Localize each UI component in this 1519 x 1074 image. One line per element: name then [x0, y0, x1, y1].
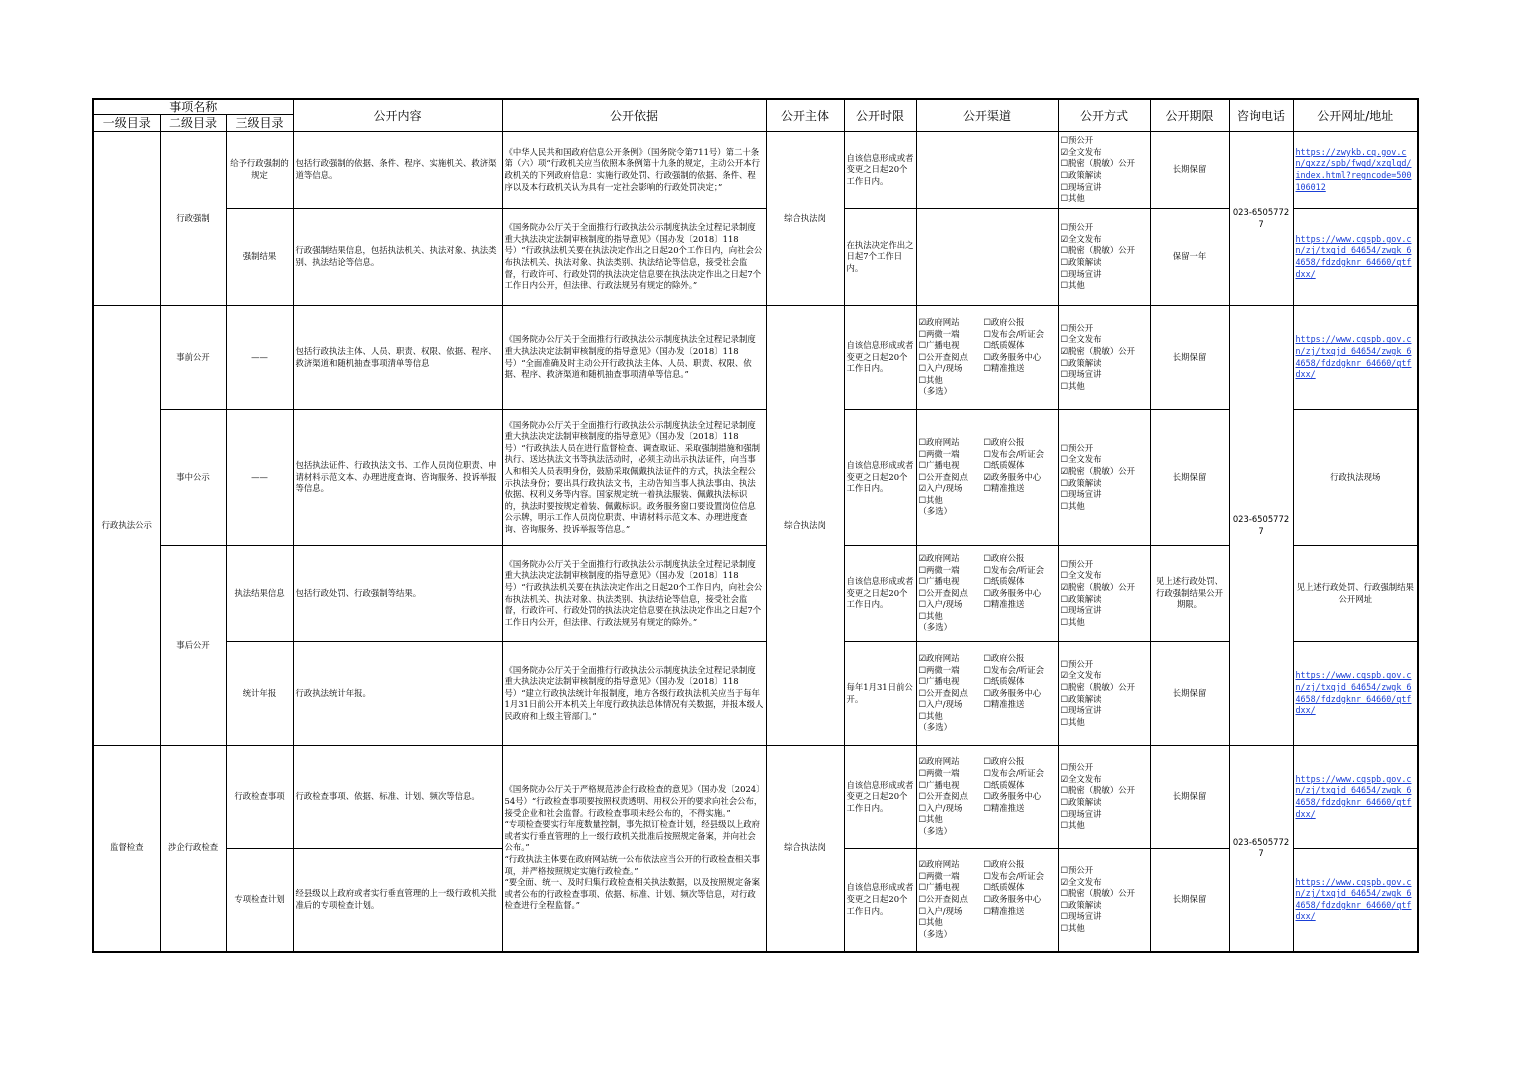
channel-option[interactable]: ☐其他: [918, 494, 943, 505]
channel-option[interactable]: ☐广播电视: [918, 576, 960, 587]
level2-header: 二级目录: [160, 115, 226, 132]
channel-option[interactable]: ☐政务服务中心: [983, 587, 1042, 598]
channel-option[interactable]: ☐精准推送: [983, 905, 1025, 916]
method-option[interactable]: ☑全文发布: [1060, 670, 1102, 681]
method-cell: [1058, 746, 1150, 849]
table-row: [93, 306, 1418, 410]
subject-cell: 综合执法岗: [766, 132, 844, 306]
method-option[interactable]: ☐脱密（脱敏）公开: [1060, 888, 1136, 899]
method-option[interactable]: ☐现场宣讲: [1060, 705, 1102, 716]
period-cell: 长期保留: [1150, 849, 1229, 952]
method-option[interactable]: ☐预公开: [1060, 762, 1094, 773]
channel-options: [919, 859, 1056, 929]
subject-header: 公开主体: [766, 99, 844, 132]
time-limit-cell: 自该信息形成或者变更之日起20个工作日内。: [844, 410, 916, 546]
channel-option[interactable]: ☑政务服务中心: [983, 471, 1042, 482]
method-option[interactable]: ☐全文发布: [1060, 334, 1102, 345]
channel-option[interactable]: ☐纸质媒体: [983, 676, 1025, 687]
channel-option[interactable]: ☐发布会/听证会: [983, 768, 1044, 779]
method-option[interactable]: ☐脱密（脱敏）公开: [1060, 158, 1136, 169]
time-limit-header: 公开时限: [844, 99, 916, 132]
level3-cell: 统计年报: [226, 642, 293, 746]
phone-cell: 023-65057727: [1229, 306, 1293, 746]
method-option[interactable]: ☐预公开: [1060, 864, 1094, 875]
phone-cell: 023-65057727: [1229, 746, 1293, 952]
channel-option[interactable]: ☐其他: [918, 374, 943, 385]
channel-option[interactable]: ☐政府公报: [983, 552, 1025, 563]
basis-cell: 《中华人民共和国政府信息公开条例》（国务院令第711号）第二十条第（六）项“行政机关应当依照本条例第十九条的规定，主动公开本行政机关的下列政府信息：实施行政处罚、行政强制的依据、条件、程序以及本行政机关认为具有一定社会影响的行政处罚决定；”: [502, 132, 766, 209]
content-cell: 包括行政执法主体、人员、职责、权限、依据、程序、救济渠道和随机抽查事项清单等信息: [293, 306, 502, 410]
time-limit-cell: 自该信息形成或者变更之日起20个工作日内。: [844, 746, 916, 849]
channel-option[interactable]: ☐发布会/听证会: [983, 448, 1044, 459]
url-header: 公开网址/地址: [1293, 99, 1418, 132]
channel-option[interactable]: ☑政府网站: [918, 859, 960, 870]
channel-option[interactable]: ☐公开查阅点: [918, 893, 968, 904]
channel-cell: [916, 546, 1058, 642]
method-option[interactable]: ☐现场宣讲: [1060, 605, 1102, 616]
channel-option[interactable]: ☐其他: [918, 610, 943, 621]
level1-cell: 行政执法公示: [93, 306, 160, 746]
channel-option[interactable]: ☐精准推送: [983, 599, 1025, 610]
method-cell: [1058, 546, 1150, 642]
channel-option[interactable]: ☐入户/现场: [918, 905, 963, 916]
period-cell: 长期保留: [1150, 132, 1229, 209]
method-option[interactable]: ☐现场宣讲: [1060, 369, 1102, 380]
content-cell: 经县级以上政府或者实行垂直管理的上一级行政机关批准后的专项检查计划。: [293, 849, 502, 952]
channel-option[interactable]: ☐公开查阅点: [918, 687, 968, 698]
multi-select-note: （多选）: [918, 825, 952, 836]
channel-option[interactable]: ☐精准推送: [983, 483, 1025, 494]
channel-option[interactable]: ☐纸质媒体: [983, 779, 1025, 790]
url-cell: [1293, 849, 1418, 952]
content-cell: 行政检查事项、依据、标准、计划、频次等信息。: [293, 746, 502, 849]
channel-option[interactable]: ☐发布会/听证会: [983, 564, 1044, 575]
method-option[interactable]: ☐脱密（脱敏）公开: [1060, 245, 1136, 256]
content-cell: 行政强制结果信息，包括执法机关、执法对象、执法类别、执法结论等信息。: [293, 209, 502, 306]
basis-cell: 《国务院办公厅关于全面推行行政执法公示制度执法全过程记录制度重大执法决定法制审核制度的指导意见》（国办发〔2018〕118号）“行政执法人员在进行监督检查、调查取证、采取强制措施和强制执行、送达执法文书等执法活动时，必须主动出示执法证件，向当事人和相关人员表明身份，鼓励采取佩戴执法证件的方式，执法全程公示执法身份；要出具行政执法文书，主动告知当事人执法事由、执法依据、权利义务等内容。国家规定统一着执法服装、佩戴执法标识的，执法时要按规定着装、佩戴标识。政务服务窗口要设置岗位信息公示牌，明示工作人员岗位职责、申请材料示范文本、办理进度查询、咨询服务、投诉举报等信息。”: [502, 410, 766, 546]
url-link[interactable]: https://zwykb.cq.gov.cn/qxzz/spb/fwqd/xzqlqd/index.html?regncode=500106012: [1295, 146, 1412, 192]
method-option[interactable]: ☐预公开: [1060, 558, 1094, 569]
method-cell: [1058, 849, 1150, 952]
channel-option[interactable]: ☐发布会/听证会: [983, 328, 1044, 339]
channel-option[interactable]: ☑政府网站: [918, 316, 960, 327]
level2-cell: 行政强制: [160, 132, 226, 306]
channel-options: [919, 756, 1056, 826]
level3-cell: 给予行政强制的规定: [226, 132, 293, 209]
multi-select-note: （多选）: [918, 386, 952, 397]
channel-cell: [916, 642, 1058, 746]
channel-option[interactable]: ☐其他: [918, 710, 943, 721]
channel-option[interactable]: ☐广播电视: [918, 676, 960, 687]
channel-option[interactable]: ☐精准推送: [983, 802, 1025, 813]
channel-option[interactable]: ☐两微一端: [918, 328, 960, 339]
url-link[interactable]: https://www.cqspb.gov.cn/zj/txqjd_64654/zwgk_64658/fdzdgknr_64660/qtfdxx/: [1295, 334, 1412, 380]
method-option[interactable]: ☐现场宣讲: [1060, 911, 1102, 922]
channel-option[interactable]: ☐政务服务中心: [983, 687, 1042, 698]
method-option[interactable]: ☐其他: [1060, 922, 1085, 933]
period-cell: 长期保留: [1150, 306, 1229, 410]
method-option[interactable]: ☐其他: [1060, 193, 1085, 204]
method-cell: [1058, 209, 1150, 306]
channel-option[interactable]: ☐广播电视: [918, 882, 960, 893]
channel-option[interactable]: ☐纸质媒体: [983, 460, 1025, 471]
url-cell: [1293, 642, 1418, 746]
channel-option[interactable]: ☐政府公报: [983, 859, 1025, 870]
channel-option[interactable]: ☐两微一端: [918, 448, 960, 459]
url-cell: 行政执法现场: [1293, 410, 1418, 546]
content-cell: 包括行政强制的依据、条件、程序、实施机关、救济渠道等信息。: [293, 132, 502, 209]
url-link[interactable]: https://www.cqspb.gov.cn/zj/txqjd_64654/zwgk_64658/fdzdgknr_64660/qtfdxx/: [1295, 233, 1412, 279]
time-limit-cell: 在执法决定作出之日起7个工作日内。: [844, 209, 916, 306]
level3-cell: 强制结果: [226, 209, 293, 306]
channel-option[interactable]: ☐政府公报: [983, 756, 1025, 767]
method-cell: [1058, 132, 1150, 209]
method-option[interactable]: ☐脱密（脱敏）公开: [1060, 785, 1136, 796]
table-row: [93, 546, 1418, 642]
method-header: 公开方式: [1058, 99, 1150, 132]
method-option[interactable]: ☐预公开: [1060, 135, 1094, 146]
channel-option[interactable]: ☐纸质媒体: [983, 576, 1025, 587]
method-option[interactable]: ☐政策解读: [1060, 477, 1102, 488]
method-option[interactable]: ☐政策解读: [1060, 357, 1102, 368]
level3-cell: 执法结果信息: [226, 546, 293, 642]
period-cell: 长期保留: [1150, 410, 1229, 546]
subject-cell: 综合执法岗: [766, 306, 844, 746]
channel-cell: [916, 306, 1058, 410]
level3-header: 三级目录: [226, 115, 293, 132]
content-header: 公开内容: [293, 99, 502, 132]
channel-option[interactable]: ☐入户/现场: [918, 802, 963, 813]
method-option[interactable]: ☐政策解读: [1060, 257, 1102, 267]
channel-option[interactable]: ☐政府公报: [983, 652, 1025, 663]
channel-options: [919, 317, 1056, 387]
content-cell: 包括执法证件、行政执法文书、工作人员岗位职责、申请材料示范文本、办理进度查询、咨询服务、投诉举报等信息。: [293, 410, 502, 546]
basis-header: 公开依据: [502, 99, 766, 132]
period-cell: 长期保留: [1150, 642, 1229, 746]
method-option[interactable]: ☐预公开: [1060, 442, 1094, 453]
time-limit-cell: 每年1月31日前公开。: [844, 642, 916, 746]
level1-cell: 监督检查: [93, 746, 160, 952]
method-option[interactable]: ☐其他: [1060, 380, 1085, 391]
channel-header: 公开渠道: [916, 99, 1058, 132]
channel-option[interactable]: ☐公开查阅点: [918, 351, 968, 362]
url-cell: [1293, 132, 1418, 209]
level2-cell: 涉企行政检查: [160, 746, 226, 952]
url-link[interactable]: https://www.cqspb.gov.cn/zj/txqjd_64654/zwgk_64658/fdzdgknr_64660/qtfdxx/: [1295, 876, 1412, 922]
method-cell: [1058, 642, 1150, 746]
channel-option[interactable]: ☐发布会/听证会: [983, 664, 1044, 675]
channel-option[interactable]: ☐两微一端: [918, 664, 960, 675]
method-option[interactable]: ☐预公开: [1060, 322, 1094, 333]
table-row: [93, 132, 1418, 209]
url-link[interactable]: https://www.cqspb.gov.cn/zj/txqjd_64654/zwgk_64658/fdzdgknr_64660/qtfdxx/: [1295, 670, 1412, 716]
level2-cell: 事后公开: [160, 546, 226, 746]
channel-option[interactable]: ☑政府网站: [918, 652, 960, 663]
multi-select-note: （多选）: [918, 506, 952, 517]
method-option[interactable]: ☐其他: [1060, 500, 1085, 511]
time-limit-cell: 自该信息形成或者变更之日起20个工作日内。: [844, 849, 916, 952]
phone-cell: 023-65057727: [1229, 132, 1293, 306]
level3-cell: 专项检查计划: [226, 849, 293, 952]
level3-cell: ——: [226, 410, 293, 546]
table-row: [93, 209, 1418, 306]
method-option[interactable]: ☐其他: [1060, 616, 1085, 627]
url-cell: [1293, 209, 1418, 306]
level3-cell: ——: [226, 306, 293, 410]
channel-option[interactable]: ☐政府网站: [918, 436, 960, 447]
period-cell: 长期保留: [1150, 746, 1229, 849]
method-option[interactable]: ☐全文发布: [1060, 454, 1102, 465]
channel-option[interactable]: ☐纸质媒体: [983, 882, 1025, 893]
channel-option[interactable]: ☐纸质媒体: [983, 340, 1025, 351]
level2-cell: 事前公开: [160, 306, 226, 410]
level3-cell: 行政检查事项: [226, 746, 293, 849]
method-option[interactable]: ☐政策解读: [1060, 593, 1102, 604]
channel-option[interactable]: ☐公开查阅点: [918, 791, 968, 802]
channel-option[interactable]: ☑政府网站: [918, 552, 960, 563]
method-option[interactable]: ☑全文发布: [1060, 146, 1102, 157]
channel-cell: [916, 746, 1058, 849]
basis-cell: 《国务院办公厅关于严格规范涉企行政检查的意见》（国办发〔2024〕54号）“行政检查事项要按照权责透明、用权公开的要求向社会公布，接受企业和社会监督。行政检查事项未经公布的，不得实施。” “专项检查要实行年度数量控制，事先拟订检查计划，经县级以上政府或者实行垂直管理的上一级行政机关批准后按照规定备案，并向社会公布。” “行政执法主体要在政府网站统一公布依法应当公开的行政检查相关事项，并严格按照规定实施行政检查。” “要全面、统一、及时归集行政检查相关执法数据，以及按照规定备案或者公布的行政检查事项、依据、标准、计划、频次等信息，对行政检查进行全程监督。”: [502, 746, 766, 952]
period-cell: 见上述行政处罚、行政强制结果公开期限。: [1150, 546, 1229, 642]
method-option[interactable]: ☑全文发布: [1060, 773, 1102, 784]
method-option[interactable]: ☐政策解读: [1060, 693, 1102, 704]
channel-cell: [916, 132, 1058, 209]
multi-select-note: （多选）: [918, 928, 952, 939]
url-cell: [1293, 746, 1418, 849]
method-option[interactable]: ☐现场宣讲: [1060, 489, 1102, 500]
method-option[interactable]: ☐脱密（脱敏）公开: [1060, 681, 1136, 692]
channel-option[interactable]: ☐广播电视: [918, 340, 960, 351]
basis-cell: 《国务院办公厅关于全面推行行政执法公示制度执法全过程记录制度重大执法决定法制审核制度的指导意见》（国办发〔2018〕118号）“建立行政执法统计年报制度，地方各级行政执法机关应当于每年1月31日前公开本机关上年度行政执法总体情况有关数据，并报本级人民政府和上级主管部门。”: [502, 642, 766, 746]
method-option[interactable]: ☐政策解读: [1060, 899, 1102, 910]
channel-option[interactable]: ☐入户/现场: [918, 599, 963, 610]
channel-option[interactable]: ☐两微一端: [918, 768, 960, 779]
time-limit-cell: 自该信息形成或者变更之日起20个工作日内。: [844, 306, 916, 410]
method-option[interactable]: ☐政策解读: [1060, 170, 1102, 180]
table-row: [93, 746, 1418, 849]
subject-cell: 综合执法岗: [766, 746, 844, 952]
method-option[interactable]: ☑脱密（脱敏）公开: [1060, 581, 1136, 592]
url-cell: 见上述行政处罚、行政强制结果公开网址: [1293, 546, 1418, 642]
basis-cell: 《国务院办公厅关于全面推行行政执法公示制度执法全过程记录制度重大执法决定法制审核制度的指导意见》（国办发〔2018〕118号）“全面准确及时主动公开行政执法主体、人员、职责、权限、依据、程序、救济渠道和随机抽查事项清单等信息。”: [502, 306, 766, 410]
time-limit-cell: 自该信息形成或者变更之日起20个工作日内。: [844, 546, 916, 642]
channel-option[interactable]: ☐公开查阅点: [918, 471, 968, 482]
channel-option[interactable]: ☐政务服务中心: [983, 791, 1042, 802]
level2-cell: 事中公示: [160, 410, 226, 546]
channel-option[interactable]: ☐政府公报: [983, 436, 1025, 447]
method-option[interactable]: ☐现场宣讲: [1060, 181, 1102, 192]
channel-option[interactable]: ☐精准推送: [983, 363, 1025, 374]
channel-options: [919, 437, 1056, 507]
period-cell: 保留一年: [1150, 209, 1229, 306]
channel-option[interactable]: ☑入户/现场: [918, 483, 963, 494]
multi-select-note: （多选）: [918, 622, 952, 633]
channel-option[interactable]: ☐广播电视: [918, 460, 960, 471]
method-option[interactable]: ☐其他: [1060, 820, 1085, 831]
channel-option[interactable]: ☐发布会/听证会: [983, 870, 1044, 881]
url-link[interactable]: https://www.cqspb.gov.cn/zj/txqjd_64654/zwgk_64658/fdzdgknr_64660/qtfdxx/: [1295, 773, 1412, 819]
method-option[interactable]: ☐全文发布: [1060, 570, 1102, 581]
method-option[interactable]: ☑全文发布: [1060, 876, 1102, 887]
disclosure-table: [92, 98, 1419, 953]
method-option[interactable]: ☐预公开: [1060, 222, 1094, 233]
channel-option[interactable]: ☐两微一端: [918, 870, 960, 881]
method-option[interactable]: ☐其他: [1060, 716, 1085, 727]
method-option[interactable]: ☐预公开: [1060, 658, 1094, 669]
content-cell: 行政执法统计年报。: [293, 642, 502, 746]
channel-options: [919, 553, 1056, 623]
channel-options: [919, 653, 1056, 723]
url-cell: [1293, 306, 1418, 410]
channel-option[interactable]: ☐入户/现场: [918, 363, 963, 374]
channel-cell: [916, 410, 1058, 546]
channel-option[interactable]: ☐政务服务中心: [983, 351, 1042, 362]
table-row: [93, 410, 1418, 546]
time-limit-cell: 自该信息形成或者变更之日起20个工作日内。: [844, 132, 916, 209]
content-cell: 包括行政处罚、行政强制等结果。: [293, 546, 502, 642]
period-header: 公开期限: [1150, 99, 1229, 132]
channel-option[interactable]: ☐两微一端: [918, 564, 960, 575]
basis-cell: 《国务院办公厅关于全面推行行政执法公示制度执法全过程记录制度重大执法决定法制审核制度的指导意见》（国办发〔2018〕118号）“行政执法机关要在执法决定作出之日起20个工作日内，向社会公布执法机关、执法对象、执法类别、执法结论等信息，接受社会监督，行政许可、行政处罚的执法决定信息要在执法决定作出之日起7个工作日内公开，但法律、行政法规另有规定的除外。”: [502, 546, 766, 642]
phone-header: 咨询电话: [1229, 99, 1293, 132]
method-cell: [1058, 306, 1150, 410]
channel-option[interactable]: ☐其他: [918, 814, 943, 825]
channel-option[interactable]: ☐公开查阅点: [918, 587, 968, 598]
channel-option[interactable]: ☐精准推送: [983, 699, 1025, 710]
channel-option[interactable]: ☐政府公报: [983, 316, 1025, 327]
method-option[interactable]: ☐现场宣讲: [1060, 268, 1102, 279]
channel-option[interactable]: ☐入户/现场: [918, 699, 963, 710]
channel-option[interactable]: ☐其他: [918, 917, 943, 928]
channel-option[interactable]: ☑政府网站: [918, 756, 960, 767]
table-row: [93, 642, 1418, 746]
method-option[interactable]: ☑脱密（脱敏）公开: [1060, 345, 1136, 356]
channel-cell: [916, 849, 1058, 952]
level1-cell: [93, 132, 160, 306]
method-option[interactable]: ☐其他: [1060, 280, 1085, 291]
method-option[interactable]: ☑脱密（脱敏）公开: [1060, 465, 1136, 476]
multi-select-note: （多选）: [918, 722, 952, 733]
method-option[interactable]: ☐现场宣讲: [1060, 808, 1102, 819]
method-option[interactable]: ☐政策解读: [1060, 797, 1102, 807]
channel-option[interactable]: ☐政务服务中心: [983, 893, 1042, 904]
channel-option[interactable]: ☐广播电视: [918, 779, 960, 790]
basis-cell: 《国务院办公厅关于全面推行行政执法公示制度执法全过程记录制度重大执法决定法制审核制度的指导意见》（国办发〔2018〕118号）“行政执法机关要在执法决定作出之日起20个工作日内，向社会公布执法机关、执法对象、执法类别、执法结论等信息，接受社会监督，行政许可、行政处罚的执法决定信息要在执法决定作出之日起7个工作日内公开，但法律、行政法规另有规定的除外。”: [502, 209, 766, 306]
level1-header: 一级目录: [93, 115, 160, 132]
channel-cell: [916, 209, 1058, 306]
method-cell: [1058, 410, 1150, 546]
method-option[interactable]: ☑全文发布: [1060, 233, 1102, 244]
item-name-header: 事项名称: [93, 99, 293, 115]
